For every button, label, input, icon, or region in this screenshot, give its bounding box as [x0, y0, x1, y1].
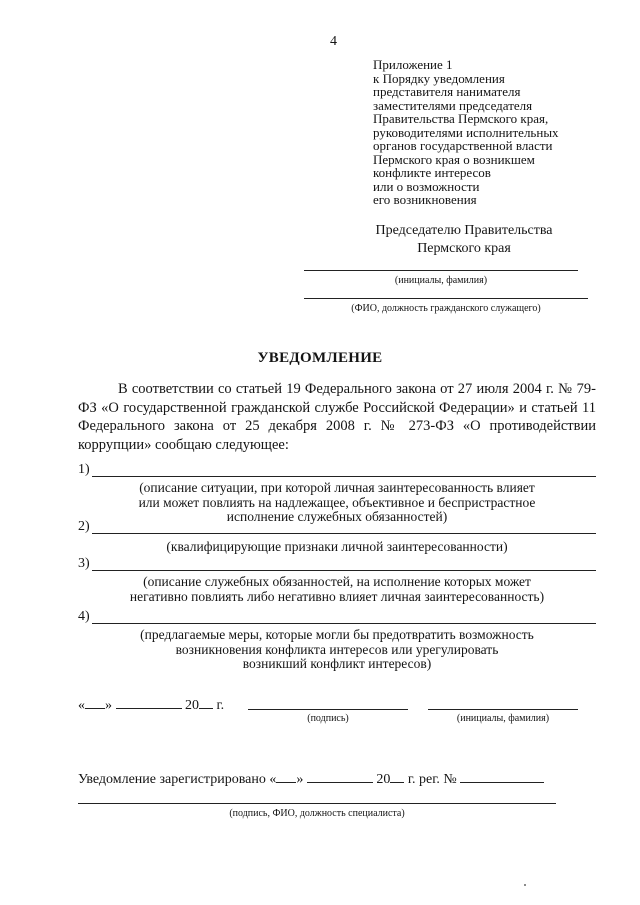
signature-date-row [78, 695, 224, 714]
item-fill-line-1[interactable] [92, 476, 596, 477]
appendix-line: конфликте интересов [373, 165, 491, 180]
initials-caption: (инициалы, фамилия) [394, 275, 488, 286]
item-description-3 [78, 575, 596, 604]
signer-initials-fill-line[interactable] [428, 709, 578, 710]
registration-row [78, 769, 544, 788]
item-description-line: или может повлиять на надлежащее, объективное и беспристрастное [138, 494, 536, 510]
reg-year-field[interactable] [390, 769, 404, 783]
quote-close: » [105, 698, 112, 713]
addressee-line-2: Пермского края [417, 241, 511, 256]
reg-number-field[interactable] [460, 769, 544, 783]
appendix-line: его возникновения [373, 192, 477, 207]
addressee-block [354, 222, 574, 258]
fio-caption: (ФИО, должность гражданского служащего) [351, 303, 541, 314]
appendix-line: к Порядку уведомления [373, 70, 505, 86]
item-number-3: 3) [78, 556, 90, 571]
signer-initials-caption: (инициалы, фамилия) [456, 713, 550, 724]
appendix-line: или о возможности [373, 178, 480, 194]
appendix-line: Приложение 1 [373, 57, 453, 72]
specialist-fill-line[interactable] [78, 803, 556, 804]
item-description-line: возникший конфликт интересов) [242, 656, 432, 671]
item-description-line: (описание служебных обязанностей, на исполнение которых может [143, 574, 531, 589]
appendix-line: представителя нанимателя [373, 84, 521, 99]
item-number-1: 1) [78, 462, 90, 477]
item-description-1 [78, 481, 596, 525]
scan-speck [524, 884, 526, 886]
quote-open: « [269, 772, 277, 787]
appendix-line: Правительства Пермского края, [373, 111, 549, 126]
appendix-line: органов государственной власти [373, 138, 553, 153]
year-prefix: 20 [185, 698, 199, 713]
page-number: 4 [330, 34, 337, 49]
item-description-4 [78, 628, 596, 672]
quote-close: » [296, 772, 304, 787]
addressee-line-1: Председателю Правительства [375, 223, 553, 238]
signature-fill-line[interactable] [248, 709, 408, 710]
initials-fill-line[interactable] [304, 270, 578, 271]
document-title: УВЕДОМЛЕНИЕ [257, 350, 383, 366]
signature-caption: (подпись) [307, 713, 349, 724]
year-field[interactable] [199, 695, 213, 709]
item-fill-line-2[interactable] [92, 533, 596, 534]
appendix-line: Пермского края о возникшем [373, 151, 535, 167]
quote-open: « [78, 698, 85, 713]
body-paragraph: В соответствии со статьей 19 Федерального закона от 27 июля 2004 г. № 79-ФЗ «О государственной гражданской службе Российской Федерации» и статьей 11 Федерального закона от 25 декабря 2008 г. № 273-ФЗ «О противодействии коррупции» сообщаю следующее: [78, 381, 596, 453]
reg-year-prefix: 20 [376, 772, 391, 787]
item-description-line: (квалифицирующие признаки личной заинтересованности) [166, 539, 508, 554]
appendix-line: руководителями исполнительных [373, 124, 559, 140]
item-description-line: исполнение служебных обязанностей) [226, 509, 448, 524]
reg-number-label: г. рег. № [407, 772, 457, 787]
reg-month-field[interactable] [307, 769, 373, 783]
appendix-header [373, 58, 613, 207]
registration-label: Уведомление зарегистрировано [78, 772, 266, 787]
item-description-line: негативно повлиять либо негативно влияет личная заинтересованность) [129, 588, 545, 604]
item-description-line: (описание ситуации, при которой личная заинтересованность влияет [139, 480, 535, 495]
item-description-2 [78, 540, 596, 555]
item-fill-line-3[interactable] [92, 570, 596, 571]
item-description-line: (предлагаемые меры, которые могли бы предотвратить возможность [140, 627, 534, 642]
specialist-caption: (подпись, ФИО, должность специалиста) [229, 808, 405, 819]
day-field[interactable] [85, 695, 105, 709]
item-description-line: возникновения конфликта интересов или урегулировать [175, 641, 499, 657]
item-fill-line-4[interactable] [92, 623, 596, 624]
appendix-line: заместителями председателя [373, 97, 533, 113]
item-number-2: 2) [78, 519, 90, 534]
item-number-4: 4) [78, 609, 90, 624]
reg-day-field[interactable] [276, 769, 296, 783]
fio-fill-line[interactable] [304, 298, 588, 299]
month-field[interactable] [116, 695, 182, 709]
year-suffix: г. [216, 698, 225, 713]
